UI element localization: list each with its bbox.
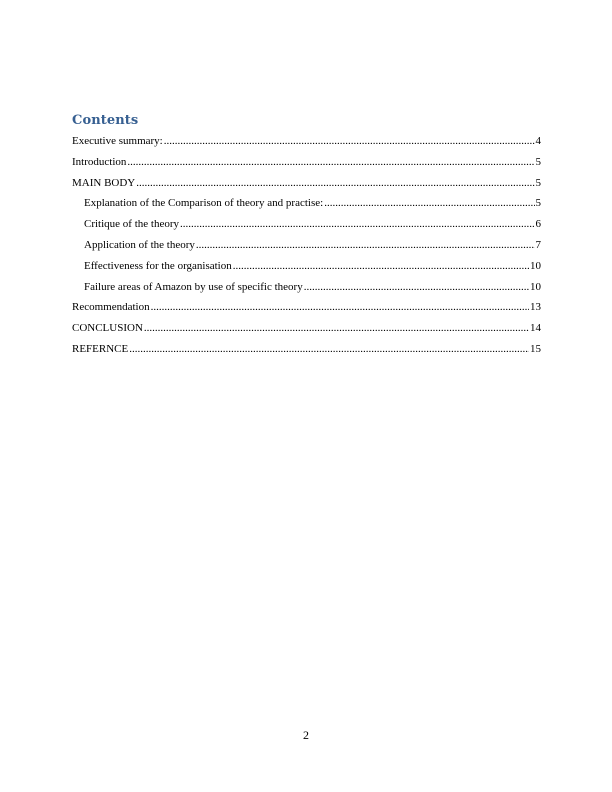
toc-entry-page: 5 (535, 176, 541, 189)
toc-dot-leader (127, 152, 534, 173)
toc-entry-conclusion[interactable] (72, 318, 541, 339)
toc-entry-title: Introduction (72, 155, 127, 168)
toc-entry-page: 5 (535, 197, 541, 210)
toc-entry-title: Failure areas of Amazon by use of specific theory (84, 280, 303, 293)
toc-entry-title: Explanation of the Comparison of theory and practise: (84, 197, 324, 210)
toc-entry-page: 4 (535, 135, 541, 147)
toc-entry-title: Executive summary: (72, 135, 163, 147)
toc-dot-leader (151, 297, 529, 318)
toc-entry-title: MAIN BODY (72, 176, 136, 189)
toc-heading: Contents (72, 113, 139, 128)
toc-entry-page: 6 (535, 218, 541, 231)
toc-dot-leader (233, 256, 529, 277)
toc-entry-explanation-comparison[interactable] (72, 193, 541, 214)
toc-entry-effectiveness[interactable] (72, 256, 541, 277)
toc-dot-leader (180, 214, 534, 235)
toc-dot-leader (136, 173, 534, 194)
toc-dot-leader (129, 339, 529, 360)
toc-dot-leader (144, 318, 529, 339)
toc-entry-page: 7 (535, 238, 541, 251)
toc-entry-title: CONCLUSION (72, 322, 143, 335)
toc-entry-page: 14 (530, 322, 541, 335)
toc-entry-title: Effectiveness for the organisation (84, 259, 232, 272)
toc-entry-page: 13 (530, 301, 541, 314)
toc-entry-failure-areas[interactable] (72, 277, 541, 298)
toc-entry-title: Recommendation (72, 301, 150, 314)
toc-dot-leader (196, 235, 535, 256)
toc-entry-executive-summary[interactable] (72, 131, 541, 152)
toc-entry-page: 15 (530, 342, 541, 355)
table-of-contents (72, 131, 541, 360)
toc-entry-title: Application of the theory (84, 238, 195, 251)
toc-entry-application[interactable] (72, 235, 541, 256)
toc-entry-reference[interactable] (72, 339, 541, 360)
toc-dot-leader (324, 193, 534, 214)
toc-entry-page: 10 (530, 280, 541, 293)
toc-dot-leader (164, 131, 535, 152)
toc-entry-main-body[interactable] (72, 173, 541, 194)
toc-entry-critique[interactable] (72, 214, 541, 235)
toc-entry-page: 5 (535, 155, 541, 168)
toc-entry-title: Critique of the theory (84, 218, 180, 231)
toc-entry-recommendation[interactable] (72, 297, 541, 318)
page-number: 2 (303, 728, 309, 742)
toc-dot-leader (304, 277, 529, 298)
toc-entry-title: REFERNCE (72, 342, 129, 355)
toc-entry-page: 10 (530, 259, 541, 272)
toc-entry-introduction[interactable] (72, 152, 541, 173)
